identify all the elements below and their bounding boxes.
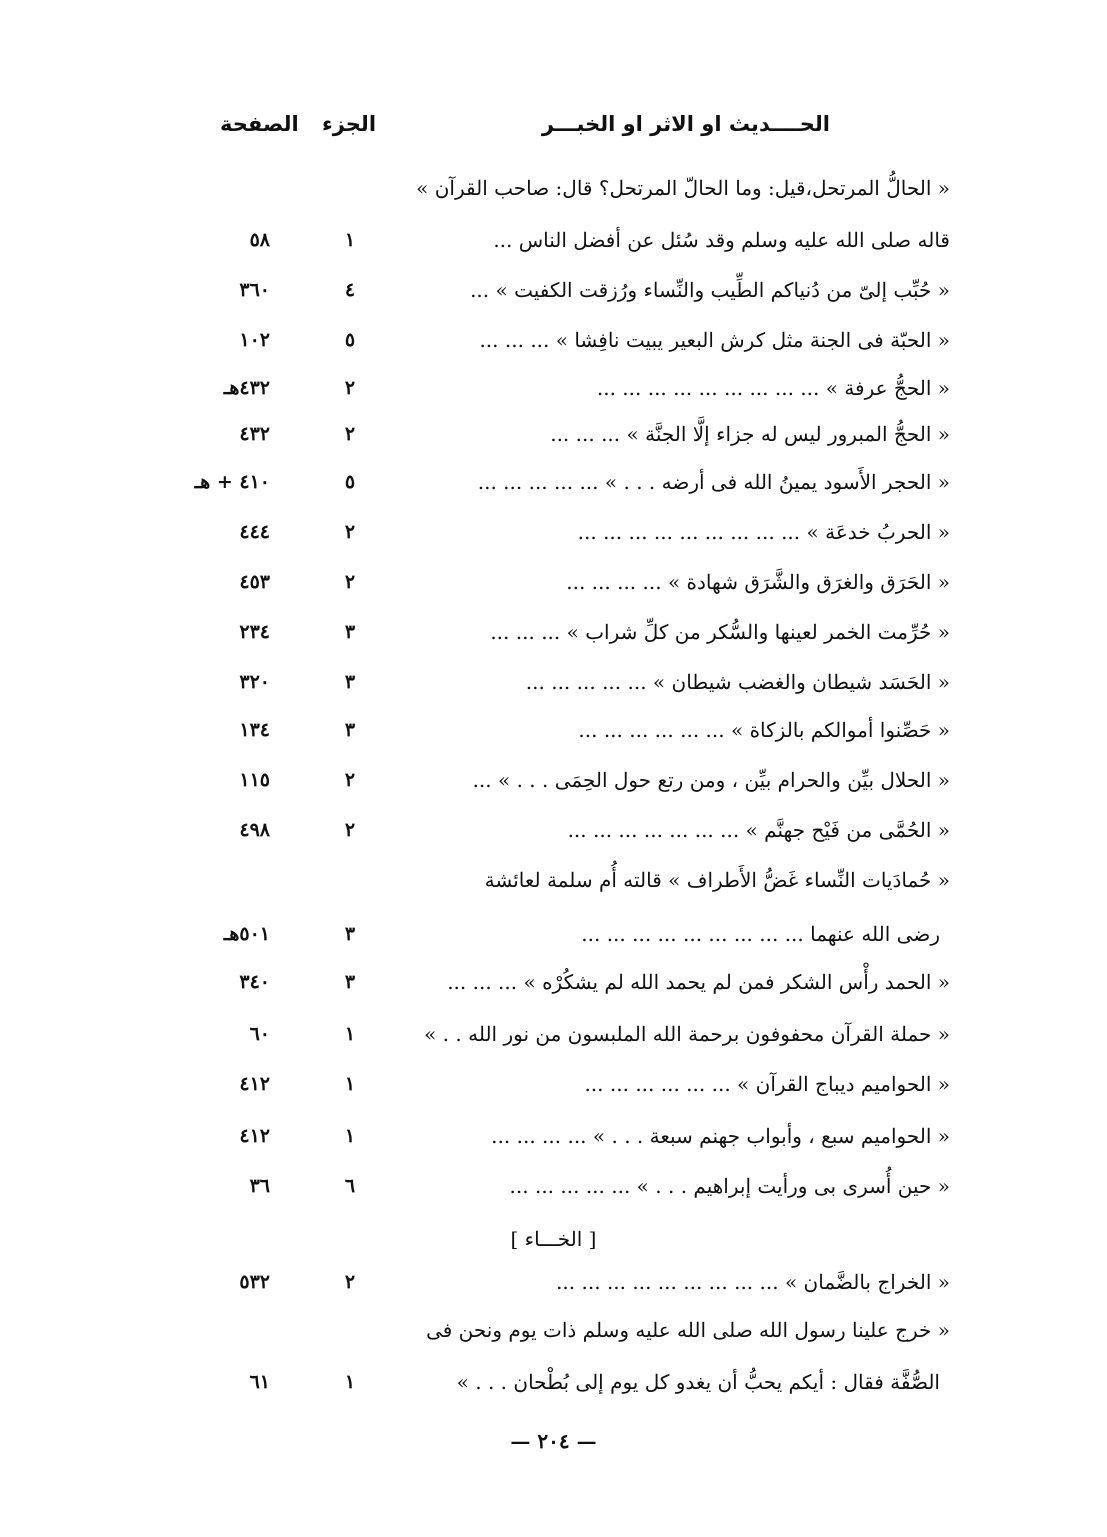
table-row bbox=[150, 462, 950, 502]
page-ref: ١٣٤ bbox=[239, 719, 270, 741]
page-ref: ٦٠ bbox=[249, 1023, 270, 1045]
hadith-text: « خرج علينا رسول الله صلى الله عليه وسلم ذات يوم ونحن فى bbox=[426, 1318, 950, 1342]
hadith-text: « حُبِّب إلىّ من دُنياكم الطِّيب والنِّساء ورُزقت الكفيت » ... bbox=[470, 278, 950, 302]
page-ref: ٣٤٠ bbox=[239, 971, 270, 993]
hadith-text: « الحمد رأْس الشكر فمن لم يحمد الله لم يشكُرْه » ... ... ... bbox=[447, 970, 950, 994]
hadith-text: « الحربُ خدعَة » ... ... ... ... ... ... ... ... ... bbox=[577, 520, 950, 544]
hadith-text: قاله صلى الله عليه وسلم وقد سُئل عن أفضل الناس ... bbox=[493, 228, 950, 252]
part-number: ٥ bbox=[344, 471, 356, 493]
table-row bbox=[150, 320, 950, 360]
table-row bbox=[150, 914, 950, 954]
hadith-text: « الحلال بيِّن والحرام بيِّن ، ومن رتع حول الحِمَى . . . » ... bbox=[472, 768, 950, 792]
page-ref: ٤٤٤ bbox=[239, 521, 270, 543]
page-ref: ٣٦ bbox=[249, 1175, 270, 1197]
table-row bbox=[150, 760, 950, 800]
part-number: ٥ bbox=[344, 329, 356, 351]
header-hadith-column: الحــــديث او الاثر او الخبـــر bbox=[541, 112, 830, 136]
part-number: ١ bbox=[344, 1023, 356, 1045]
hadith-text: « الخراج بالضَّمان » ... ... ... ... ... ... ... ... ... bbox=[556, 1270, 950, 1294]
table-row bbox=[150, 962, 950, 1002]
table-row bbox=[150, 1310, 950, 1350]
part-number: ٤ bbox=[344, 279, 356, 301]
page-ref: ٤٣٢ bbox=[239, 423, 270, 445]
page-ref: ٤١٢ bbox=[239, 1125, 270, 1147]
part-number: ٢ bbox=[344, 423, 356, 445]
page-ref: ١٠٢ bbox=[239, 329, 270, 351]
page-ref: ٥٣٢ bbox=[239, 1271, 270, 1293]
page-ref: ٥٨ bbox=[249, 229, 270, 251]
part-number: ٢ bbox=[344, 769, 356, 791]
part-number: ٢ bbox=[344, 521, 356, 543]
hadith-text: « حملة القرآن محفوفون برحمة الله الملبسون من نور الله . . » bbox=[424, 1022, 950, 1046]
table-row bbox=[150, 1116, 950, 1156]
part-number: ٣ bbox=[344, 671, 356, 693]
header-page-column: الصفحة bbox=[220, 112, 299, 136]
page-ref: ٤١٢ bbox=[239, 1073, 270, 1095]
hadith-text: « حين أُسرى بى ورأيت إبراهيم . . . » ... ... ... ... ... bbox=[509, 1174, 950, 1198]
page-ref: ٤٥٣ bbox=[239, 571, 270, 593]
table-header bbox=[150, 112, 830, 152]
hadith-text: « حُمادَيات النِّساء غَضُّ الأَطراف » قالته أُم سلمة لعائشة bbox=[484, 868, 950, 892]
table-row bbox=[150, 368, 950, 408]
table-row bbox=[150, 270, 950, 310]
page-ref: ٣٢٠ bbox=[239, 671, 270, 693]
hadith-text: « الحجر الأَسود يمينُ الله فى أرضه . . . » ... ... ... ... ... bbox=[477, 470, 950, 494]
part-number: ٣ bbox=[344, 621, 356, 643]
section-heading-khaa: [ الخـــاء ] bbox=[510, 1227, 597, 1251]
hadith-text: « الحَرَق والغرَق والشَّرَق شهادة » ... ... ... ... bbox=[566, 570, 950, 594]
table-row bbox=[150, 662, 950, 702]
hadith-text: رضى الله عنهما ... ... ... ... ... ... ... ... ... bbox=[581, 922, 940, 946]
table-row bbox=[150, 1064, 950, 1104]
hadith-text: الصُّفَّة فقال : أيكم يحبُّ أن يغدو كل يوم إلى بُطْحان . . . » bbox=[456, 1370, 940, 1394]
page-ref: ٤٣٢هـ bbox=[223, 377, 270, 399]
table-row bbox=[150, 612, 950, 652]
page-ref: ٤١٠ + هـ bbox=[194, 471, 270, 493]
table-row bbox=[150, 414, 950, 454]
page-number: — ٢٠٤ — bbox=[510, 1429, 597, 1453]
hadith-text: « الحجُّ المبرور ليس له جزاء إلَّا الجنَّة » ... ... ... bbox=[550, 422, 950, 446]
header-part-column: الجزء bbox=[322, 112, 377, 136]
table-row bbox=[150, 1362, 950, 1402]
part-number: ١ bbox=[344, 1073, 356, 1095]
part-number: ٣ bbox=[344, 719, 356, 741]
table-row bbox=[150, 220, 950, 260]
hadith-text: « الحواميم ديباج القرآن » ... ... ... ... ... ... bbox=[584, 1072, 950, 1096]
hadith-text: « الحَسَد شيطان والغضب شيطان » ... ... ... ... ... bbox=[525, 670, 950, 694]
hadith-text: « حُرِّمت الخمر لعينها والسُّكر من كلِّ شراب » ... ... ... bbox=[490, 620, 950, 644]
table-row bbox=[150, 512, 950, 552]
page-ref: ٣٦٠ bbox=[239, 279, 270, 301]
part-number: ٦ bbox=[344, 1175, 356, 1197]
part-number: ٢ bbox=[344, 377, 356, 399]
page-ref: ٤٩٨ bbox=[239, 819, 270, 841]
table-row bbox=[150, 1166, 950, 1206]
table-row bbox=[150, 860, 950, 900]
hadith-text: « الحُمَّى من فَيْح جهنَّم » ... ... ... ... ... ... ... bbox=[567, 818, 950, 842]
table-row bbox=[150, 810, 950, 850]
part-number: ١ bbox=[344, 229, 356, 251]
page-ref: ٢٣٤ bbox=[239, 621, 270, 643]
part-number: ٣ bbox=[344, 971, 356, 993]
hadith-text: « الحجُّ عرفة » ... ... ... ... ... ... ... ... ... bbox=[596, 376, 950, 400]
page-ref: ٦١ bbox=[249, 1371, 270, 1393]
part-number: ٣ bbox=[344, 923, 356, 945]
part-number: ١ bbox=[344, 1371, 356, 1393]
part-number: ٢ bbox=[344, 571, 356, 593]
table-row bbox=[150, 1262, 950, 1302]
hadith-text: « الحبّة فى الجنة مثل كرش البعير يبيت نافِشا » ... ... ... bbox=[479, 328, 950, 352]
hadith-text: « الحواميم سبع ، وأبواب جهنم سبعة . . . » ... ... ... ... bbox=[491, 1124, 950, 1148]
table-row bbox=[150, 710, 950, 750]
page-ref: ٥٠١هـ bbox=[223, 923, 270, 945]
hadith-text: « الحالُّ المرتحل،قيل: وما الحالّ المرتحل؟ قال: صاحب القرآن » bbox=[416, 176, 950, 200]
part-number: ٢ bbox=[344, 819, 356, 841]
table-row bbox=[150, 168, 950, 208]
table-row bbox=[150, 562, 950, 602]
part-number: ٢ bbox=[344, 1271, 356, 1293]
page-ref: ١١٥ bbox=[239, 769, 270, 791]
hadith-text: « حَصِّنوا أموالكم بالزكاة » ... ... ... ... ... ... bbox=[578, 718, 950, 742]
part-number: ١ bbox=[344, 1125, 356, 1147]
table-row bbox=[150, 1014, 950, 1054]
